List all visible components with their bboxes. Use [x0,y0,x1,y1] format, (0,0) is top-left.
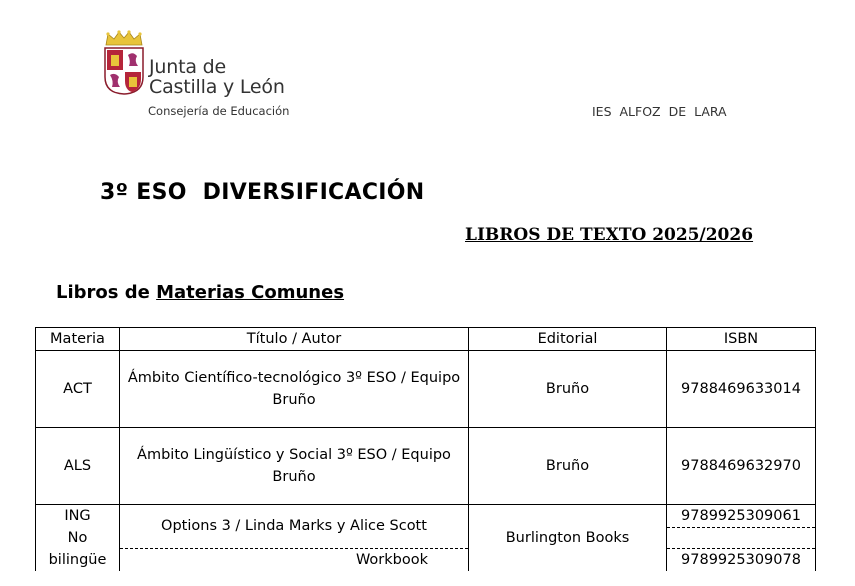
cell-titulo: Ámbito Lingüístico y Social 3º ESO / Equipo Bruño [120,428,469,505]
table-row-ing [36,505,816,528]
logo-line-2: Castilla y León [149,76,285,98]
table-row [36,428,816,505]
junta-logo [102,30,302,125]
logo-subtitle: Consejería de Educación [148,104,290,118]
books-table [35,327,816,571]
section-heading [56,282,344,303]
header-editorial: Editorial [469,328,667,351]
cell-titulo: Ámbito Científico-tecnológico 3º ESO / Equipo Bruño [120,351,469,428]
table-header-row [36,328,816,351]
cell-isbn-book: 9789925309061 [667,505,816,528]
cell-editorial-ing: Burlington Books [469,505,667,572]
header-titulo: Título / Autor [120,328,469,351]
coat-of-arms-icon [104,47,144,95]
school-name: IES ALFOZ DE LARA [592,104,727,119]
cell-editorial: Bruño [469,351,667,428]
cell-materia-ing [36,505,120,572]
materia-ing-line: ING [64,508,91,524]
table-row [36,351,816,428]
page-subtitle: LIBROS DE TEXTO 2025/2026 [465,225,754,245]
section-underlined: Materias Comunes [156,282,345,303]
cell-editorial: Bruño [469,428,667,505]
cell-isbn-workbook: 9789925309078 [667,548,816,571]
logo-line-1: Junta de [149,56,226,78]
header-isbn: ISBN [667,328,816,351]
materia-ing-line: bilingüe [48,552,107,568]
cell-materia: ALS [36,428,120,505]
section-prefix: Libros de [56,282,157,303]
page-title: 3º ESO DIVERSIFICACIÓN [100,180,425,205]
cell-titulo-book: Options 3 / Linda Marks y Alice Scott [120,505,469,549]
crown-icon [104,30,144,46]
materia-ing-line: No [67,530,88,546]
cell-isbn-spacer [667,528,816,548]
cell-materia: ACT [36,351,120,428]
cell-titulo-workbook: Workbook [120,548,469,571]
cell-isbn: 9788469633014 [667,351,816,428]
cell-isbn: 9788469632970 [667,428,816,505]
header-materia: Materia [36,328,120,351]
